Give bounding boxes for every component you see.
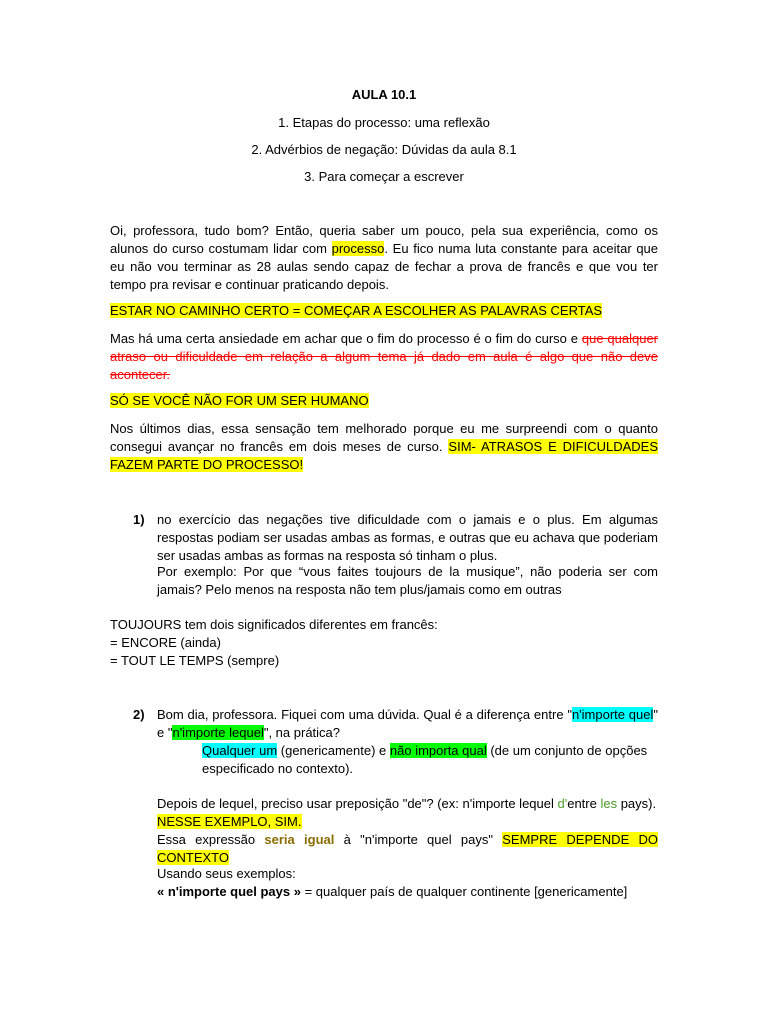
toujours-line-3: = TOUT LE TEMPS (sempre) xyxy=(110,653,280,668)
r-highlight-1: Qualquer um xyxy=(202,743,278,758)
e-highlight: SEMPRE DEPENDE DO CONTEXTO xyxy=(157,832,659,865)
student-paragraph-2 xyxy=(110,330,658,384)
item-2-followup xyxy=(157,795,658,867)
d-answer-highlight: NESSE EXEMPLO, SIM. xyxy=(157,814,302,829)
item-2-examples xyxy=(157,865,658,901)
followup-answer xyxy=(157,813,658,831)
p1-text-b: . Eu fico numa luta constante para aceitar que eu não vou terminar as 28 aulas sendo capaz de fechar a prova de francês e que vou ter tempo pra revisar e continuar praticando depois. xyxy=(110,241,659,292)
student-paragraph-3 xyxy=(110,420,658,474)
topic-3: 3. Para começar a escrever xyxy=(304,169,464,184)
item-1-number: 1) xyxy=(133,512,145,527)
example-term: « n'importe quel pays » xyxy=(157,884,301,899)
item-1-text: no exercício das negações tive dificuldade com o jamais e o plus. Em algumas respostas podiam ser usadas ambas as formas, e outras que eu achava que poderiam ser usadas ambas as formas na resposta só tinham o plus. xyxy=(157,512,658,563)
toujours-line-1: TOUJOURS tem dois significados diferentes em francês: xyxy=(110,617,438,632)
item-2-question xyxy=(157,706,658,742)
r-text-a: (genericamente) e xyxy=(277,743,390,758)
p3-text-a: Nos últimos dias, essa sensação tem melhorado porque eu me surpreendi com o quanto consegui avançar no francês em dois meses de curso. xyxy=(110,421,658,454)
q-highlight-1: n'importe quel xyxy=(571,707,654,722)
item-1-example: Por exemplo: Por que “vous faites toujours de la musique”, não poderia ser com jamais? Pelo menos na resposta não tem plus/jamais como em outras xyxy=(157,564,658,597)
p1-highlight: processo xyxy=(331,241,385,256)
q-highlight-2: n'importe lequel xyxy=(172,725,264,740)
example-line xyxy=(157,883,658,901)
expression-line xyxy=(157,831,658,867)
topic-1: 1. Etapas do processo: uma reflexão xyxy=(278,115,490,130)
answer-2-highlight: SÓ SE VOCÊ NÃO FOR UM SER HUMANO xyxy=(110,393,369,408)
item-2-answer xyxy=(202,742,658,778)
e-text-b: à "n'importe quel pays" xyxy=(334,832,503,847)
example-meaning: = qualquer país de qualquer continente xyxy=(300,884,535,899)
d-text-a: Depois de lequel, preciso usar preposição "de"? (ex: n'importe lequel xyxy=(157,796,558,811)
answer-1-highlight: ESTAR NO CAMINHO CERTO = COMEÇAR A ESCOLHER AS PALAVRAS CERTAS xyxy=(110,303,603,318)
examples-heading: Usando seus exemplos: xyxy=(157,866,296,881)
teacher-answer-2 xyxy=(110,392,658,410)
q-text-a: Bom dia, professora. Fiquei com uma dúvida. Qual é a diferença entre " xyxy=(157,707,572,722)
lesson-title: AULA 10.1 xyxy=(351,87,417,102)
followup-question xyxy=(157,795,658,813)
d-green-1: d' xyxy=(557,796,568,811)
d-green-2: les xyxy=(600,796,618,811)
e-olive-text: seria igual xyxy=(264,832,335,847)
q-text-c: ", na prática? xyxy=(263,725,341,740)
p3-highlight: SIM- ATRASOS E DIFICULDADES FAZEM PARTE DO PROCESSO! xyxy=(110,439,658,472)
toujours-explanation xyxy=(110,616,658,670)
toujours-line-2: = ENCORE (ainda) xyxy=(110,635,221,650)
teacher-answer-1 xyxy=(110,302,658,320)
p2-text-a: Mas há uma certa ansiedade em achar que o fim do processo é o fim do curso e xyxy=(110,331,582,346)
d-text-c: pays). xyxy=(617,796,657,811)
item-2-number: 2) xyxy=(133,707,145,722)
r-text-b: (de um conjunto de opções especificado no contexto). xyxy=(202,743,648,776)
p2-struck-text: que qualquer atraso ou dificuldade em relação a algum tema já dado em aula é algo que não deve acontecer. xyxy=(110,331,658,382)
student-paragraph-1 xyxy=(110,222,658,294)
q-text-b: " e " xyxy=(157,707,658,740)
r-highlight-2: não importa qual xyxy=(389,743,487,758)
example-note: [genericamente] xyxy=(534,884,628,899)
e-text-a: Essa expressão xyxy=(157,832,265,847)
d-text-b: entre xyxy=(567,796,601,811)
p1-text-a: Oi, professora, tudo bom? Então, queria saber um pouco, pela sua experiência, como os alunos do curso costumam lidar com xyxy=(110,223,658,256)
topic-2: 2. Advérbios de negação: Dúvidas da aula 8.1 xyxy=(251,142,517,157)
